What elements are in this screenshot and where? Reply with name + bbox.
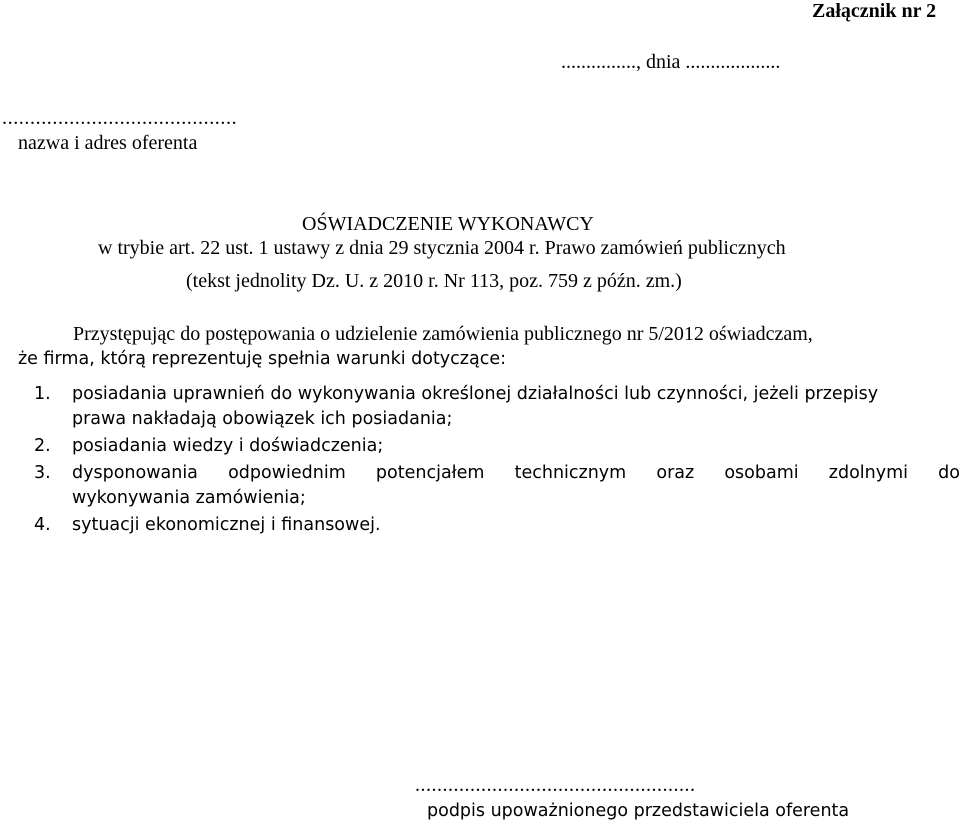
- list-item-number: 1.: [34, 384, 51, 404]
- list-item-text: sytuacji ekonomicznej i finansowej.: [72, 515, 381, 535]
- list-item-text-cont: prawa nakładają obowiązek ich posiadania;: [72, 409, 453, 429]
- list-item-text: posiadania wiedzy i doświadczenia;: [72, 436, 384, 456]
- list-item-text-cont: wykonywania zamówienia;: [72, 488, 306, 508]
- signature-label: podpis upoważnionego przedstawiciela oferenta: [427, 801, 850, 821]
- annex-label: Załącznik nr 2: [812, 0, 937, 22]
- legal-basis-line-2: (tekst jednolity Dz. U. z 2010 r. Nr 113, poz. 759 z późn. zm.): [186, 270, 682, 292]
- list-item-text: dysponowania odpowiednim potencjałem technicznym oraz osobami zdolnymi do: [72, 463, 960, 483]
- list-item-number: 4.: [34, 515, 51, 535]
- list-item-number: 3.: [34, 463, 51, 483]
- bidder-label: nazwa i adres oferenta: [18, 132, 198, 154]
- list-item-number: 2.: [34, 436, 51, 456]
- legal-basis-line-1: w trybie art. 22 ust. 1 ustawy z dnia 29 stycznia 2004 r. Prawo zamówień publicznych: [98, 237, 786, 259]
- intro-line-1: Przystępując do postępowania o udzielenie zamówienia publicznego nr 5/2012 oświadczam,: [73, 323, 813, 345]
- signature-dots: ...................................................: [415, 774, 696, 796]
- intro-line-2: że firma, którą reprezentuję spełnia warunki dotyczące:: [18, 349, 506, 369]
- list-item-text: posiadania uprawnień do wykonywania określonej działalności lub czynności, jeżeli przepisy: [72, 384, 879, 404]
- bidder-dots: ..........................................: [2, 107, 238, 129]
- place-date-line: ..............., dnia ...................: [561, 51, 781, 73]
- document-heading: OŚWIADCZENIE WYKONAWCY: [302, 213, 594, 235]
